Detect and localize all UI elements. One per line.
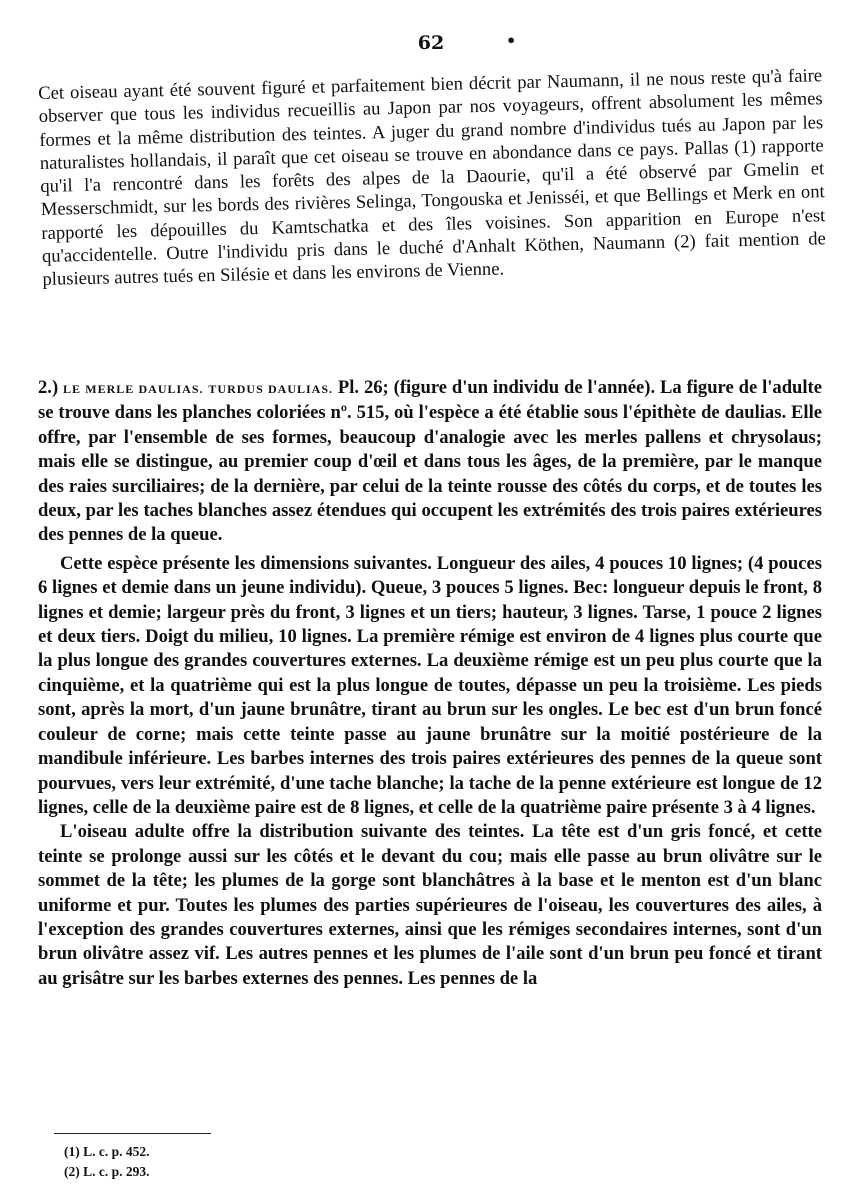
section-number: 2.)	[38, 377, 59, 398]
paragraph-1: Cet oiseau ayant été souvent figuré et parfaitement bien décrit par Naumann, il ne nous reste qu'à faire observer que tous les individus recueillis au Japon par nos voyageurs, offrent absolument les mêmes formes et la même distribution des teintes. A juger du grand nombre d'individus tués au Japon par les naturalistes hollandais, il paraît que cet oiseau se trouve en abondance dans ce pays. Pallas (1) rapporte qu'il l'a rencontré dans les forêts des alpes de la Daourie, qu'il a été observé par Gmelin et Messerschmidt, sur les bords des rivières Selinga, Tongouska et Jenisséi, et que Bellings et Merk en ont rapporté les dépouilles du Kamtschatka et des îles voisines. Son apparition en Europe n'est qu'accidentelle. Outre l'individu pris dans le duché d'Anhalt Köthen, Naumann (2) fait mention de plusieurs autres tués en Silésie et dans les environs de Vienne.	[38, 65, 826, 291]
footnotes	[64, 1142, 150, 1182]
section-title-french: LE MERLE DAULIAS.	[63, 382, 204, 396]
section-2-lead-paragraph	[38, 376, 822, 548]
footnote-rule	[54, 1133, 211, 1134]
paragraph-dimensions: Cette espèce présente les dimensions suivantes. Longueur des ailes, 4 pouces 10 lignes; (4 pouces 6 lignes et demie dans un jeune individu). Queue, 3 pouces 5 lignes. Bec: longueur depuis le front, 8 lignes et demie; largeur près du front, 3 lignes et un tiers; hauteur, 3 lignes. Tarse, 1 pouce 2 lignes et deux tiers. Doigt du milieu, 10 lignes. La première rémige est environ de 4 lignes plus courte que la plus longue des grandes couvertures externes. La deuxième rémige est un peu plus courte que la cinquième, et la quatrième qui est la plus longue de toutes, dépasse un peu la troisième. Les pieds sont, après la mort, d'un jaune brunâtre, tirant au brun sur les ongles. Le bec est d'un brun foncé couleur de corne; mais cette teinte passe au jaune brunâtre sur la moitié postérieure de la mandibule inférieure. Les barbes internes des trois paires extérieures des pennes de la queue sont pourvues, vers leur extrémité, d'une tache blanche; la tache de la penne extérieure est longue de 12 lignes, celle de la deuxième paire est de 8 lignes, et celle de la quatrième paire présente 3 à 4 lignes.	[38, 552, 822, 818]
print-mark: •	[506, 31, 517, 50]
section-2	[38, 376, 822, 991]
paragraph-intro	[38, 64, 827, 291]
page-number: 62	[417, 32, 445, 54]
paragraph-adult-coloration: L'oiseau adulte offre la distribution suivante des teintes. La tête est d'un gris foncé, et cette teinte se prolonge aussi sur les côtés et le devant du cou; mais elle passe au brun olivâtre sur le sommet de la tête; les plumes de la gorge sont blanchâtres à la base et le menton est d'un blanc uniforme et pur. Toutes les plumes des parties supérieures de l'oiseau, les couvertures des ailes, à l'exception des grandes couvertures externes, ainsi que les rémiges secondaires internes, sont d'un brun olivâtre assez vif. Les autres pennes et les plumes de l'aile sont d'un brun peu foncé et tirant au grisâtre sur les barbes externes des pennes. Les pennes de la	[38, 821, 822, 989]
footnote-2: (2) L. c. p. 293.	[64, 1164, 150, 1179]
section-2-lead: Pl. 26; (figure d'un individu de l'année). La figure de l'adulte se trouve dans les planches coloriées nº. 515, où l'espèce a été établie sous l'épithète de daulias. Elle offre, par l'ensemble de ses formes, beaucoup d'analogie avec les merles pallens et chrysolaus; mais elle se distingue, au premier coup d'œil et dans tous les âges, de la première, par le manque des raies surciliaires; de la dernière, par celui de la teinte rousse des côtés du corps, et de toutes les deux, par les taches blanches assez étendues qui occupent les extrémités des trois paires extérieures des pennes de la queue.	[38, 377, 823, 546]
footnote-1: (1) L. c. p. 452.	[64, 1144, 150, 1159]
section-title-latin: TURDUS DAULIAS.	[208, 382, 334, 396]
